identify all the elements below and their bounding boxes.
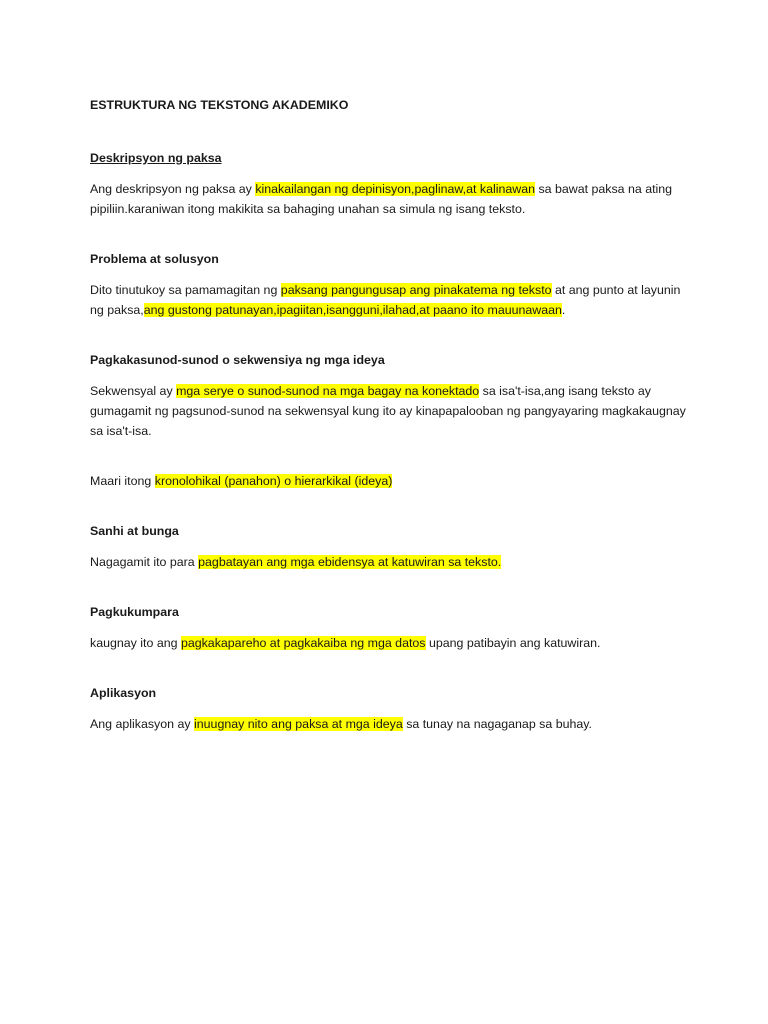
paragraph-text: Nagagamit ito para bbox=[90, 555, 199, 569]
section-heading-aplikasyon: Aplikasyon bbox=[90, 686, 157, 700]
section-heading-pagkukumpara: Pagkukumpara bbox=[90, 605, 179, 619]
paragraph-text: kaugnay ito ang bbox=[90, 636, 181, 650]
paragraph-text: . bbox=[561, 303, 566, 317]
paragraph-text: sa isa't-isa,ang isang teksto ay gumagamit ng pagsunod-sunod na sekwensyal kung ito ay kinapapalooban ng pangyayaring magkakaugnay sa isa't-isa. bbox=[90, 384, 686, 438]
paragraph-text: Ang deskripsyon ng paksa ay bbox=[90, 182, 256, 196]
paragraph-text: upang patibayin ang katuwiran. bbox=[425, 636, 601, 650]
section-heading-deskripsyon: Deskripsyon ng paksa bbox=[90, 151, 222, 165]
highlighted-text: ang gustong patunayan,ipagiitan,isangguni,ilahad,at paano ito mauunawaan bbox=[143, 303, 562, 317]
paragraph-text: at ang punto at layunin ng paksa, bbox=[90, 283, 681, 317]
highlighted-text: pagkakapareho at pagkakaiba ng mga datos bbox=[180, 636, 426, 650]
paragraph-text: sa tunay na nagaganap sa buhay. bbox=[402, 717, 592, 731]
section-heading-sanhi: Sanhi at bunga bbox=[90, 524, 179, 538]
paragraph-text: Dito tinutukoy sa pamamagitan ng bbox=[90, 283, 281, 297]
paragraph-sanhi bbox=[90, 552, 688, 572]
paragraph-problema bbox=[90, 280, 688, 320]
highlighted-text: pagbatayan ang mga ebidensya at katuwiran sa teksto. bbox=[198, 555, 502, 569]
section-heading-problema: Problema at solusyon bbox=[90, 252, 219, 266]
paragraph-text: sa bawat paksa na ating pipiliin.karaniwan itong makikita sa bahaging unahan sa simula ng isang teksto. bbox=[90, 182, 673, 216]
paragraph-text: Sekwensyal ay bbox=[90, 384, 177, 398]
highlighted-text: paksang pangungusap ang pinakatema ng teksto bbox=[280, 283, 552, 297]
paragraph-maari bbox=[90, 471, 688, 491]
highlighted-text: kronolohikal (panahon) o hierarkikal (ideya) bbox=[154, 474, 393, 488]
document-title: ESTRUKTURA NG TEKSTONG AKADEMIKO bbox=[90, 98, 349, 112]
paragraph-text: Maari itong bbox=[90, 474, 155, 488]
highlighted-text: kinakailangan ng depinisyon,paglinaw,at kalinawan bbox=[255, 182, 535, 196]
paragraph-text: Ang aplikasyon ay bbox=[90, 717, 195, 731]
section-heading-pagkakasunod: Pagkakasunod-sunod o sekwensiya ng mga ideya bbox=[90, 353, 385, 367]
highlighted-text: mga serye o sunod-sunod na mga bagay na konektado bbox=[176, 384, 480, 398]
highlighted-text: inuugnay nito ang paksa at mga ideya bbox=[194, 717, 403, 731]
paragraph-pagkakasunod bbox=[90, 381, 688, 441]
paragraph-deskripsyon bbox=[90, 179, 688, 219]
paragraph-aplikasyon bbox=[90, 714, 688, 734]
paragraph-pagkukumpara bbox=[90, 633, 688, 653]
